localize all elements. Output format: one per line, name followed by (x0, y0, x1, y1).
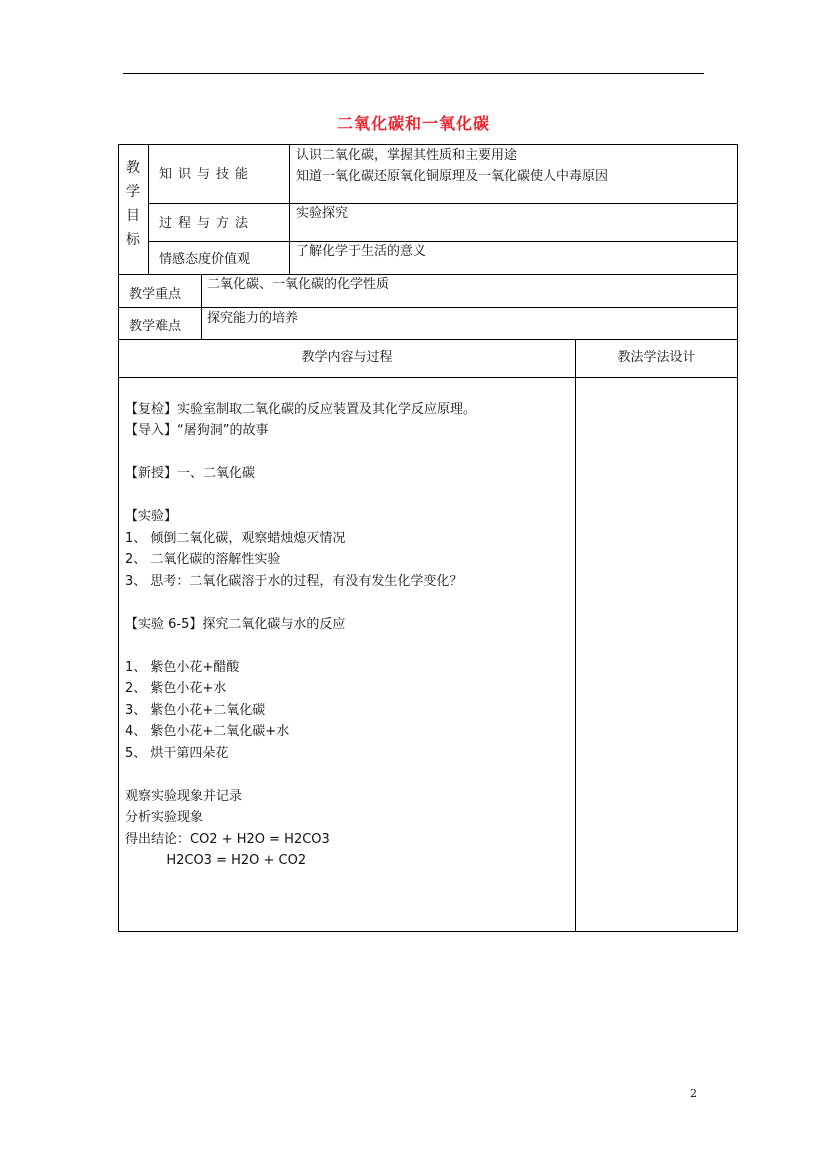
table-rule (118, 339, 738, 340)
content-line: H2CO3 = H2O + CO2 (125, 853, 307, 868)
content-line: 2、 紫色小花+水 (125, 681, 227, 696)
table-rule (148, 144, 149, 275)
goal-line: 认识二氧化碳，掌握其性质和主要用途 (296, 148, 518, 163)
goal-label-knowledge: 知识与技能 (159, 167, 255, 182)
goal-line: 知道一氧化碳还原氧化铜原理及一氧化碳使人中毒原因 (296, 169, 609, 184)
content-line (125, 377, 573, 399)
content-line: 观察实验现象并记录 (125, 788, 243, 804)
difficult-point-text: 探究能力的培养 (207, 311, 299, 326)
content-line: 【实验 6-5】探究二氧化碳与水的反应 (125, 616, 346, 632)
content-line (125, 592, 573, 614)
content-line (125, 485, 573, 507)
content-body (125, 377, 573, 872)
goal-text-knowledge (296, 145, 736, 187)
content-line: 【复检】实验室制取二氧化碳的反应装置及其化学反应原理。 (125, 401, 477, 417)
content-line: 1、 倾倒二氧化碳，观察蜡烛熄灭情况 (125, 530, 346, 546)
goal-line: 实验探究 (296, 206, 349, 221)
header-rule (123, 73, 704, 74)
content-line: 2、 二氧化碳的溶解性实验 (125, 552, 281, 567)
goal-text-process (296, 203, 736, 224)
method-header: 教法学法设计 (617, 350, 696, 365)
difficult-point-label: 教学难点 (129, 319, 182, 334)
content-line: 得出结论：CO2 + H2O = H2CO3 (125, 831, 330, 847)
content-line: 3、 思考：二氧化碳溶于水的过程，有没有发生化学变化？ (125, 573, 463, 589)
goal-text-attitude (296, 241, 736, 262)
goal-label-process: 过程与方法 (159, 216, 255, 231)
content-line: 【导入】“屠狗洞”的故事 (125, 423, 269, 438)
key-point-label: 教学重点 (129, 287, 182, 302)
key-point-text: 二氧化碳、一氧化碳的化学性质 (207, 277, 390, 292)
content-line: 【新授】一、二氧化碳 (125, 466, 256, 481)
content-line: 5、 烘干第四朵花 (125, 745, 229, 761)
goals-group-char: 教 (126, 160, 140, 176)
page-title: 二氧化碳和一氧化碳 (336, 114, 490, 133)
content-line (125, 635, 573, 657)
content-line: 1、 紫色小花+醋酸 (125, 659, 240, 675)
content-line: 3、 紫色小花+二氧化碳 (125, 702, 266, 718)
goal-line: 了解化学于生活的意义 (296, 244, 427, 259)
goal-label-attitude: 情感态度价值观 (159, 252, 251, 267)
content-line: 分析实验现象 (125, 810, 204, 825)
goals-group-label (118, 156, 148, 252)
page-number: 2 (690, 1087, 697, 1100)
content-line: 4、 紫色小花+二氧化碳+水 (125, 724, 290, 739)
content-line (125, 764, 573, 786)
goals-group-char: 标 (126, 232, 140, 248)
table-border-right (737, 144, 738, 932)
table-rule (575, 339, 576, 932)
content-line (125, 442, 573, 464)
goals-group-char: 目 (126, 208, 140, 224)
table-border-left (118, 144, 119, 932)
content-header: 教学内容与过程 (301, 350, 393, 365)
table-rule (289, 144, 290, 275)
table-border-bottom (118, 931, 738, 932)
table-rule (201, 274, 202, 340)
content-line: 【实验】 (125, 509, 178, 524)
goals-group-char: 学 (126, 184, 140, 200)
